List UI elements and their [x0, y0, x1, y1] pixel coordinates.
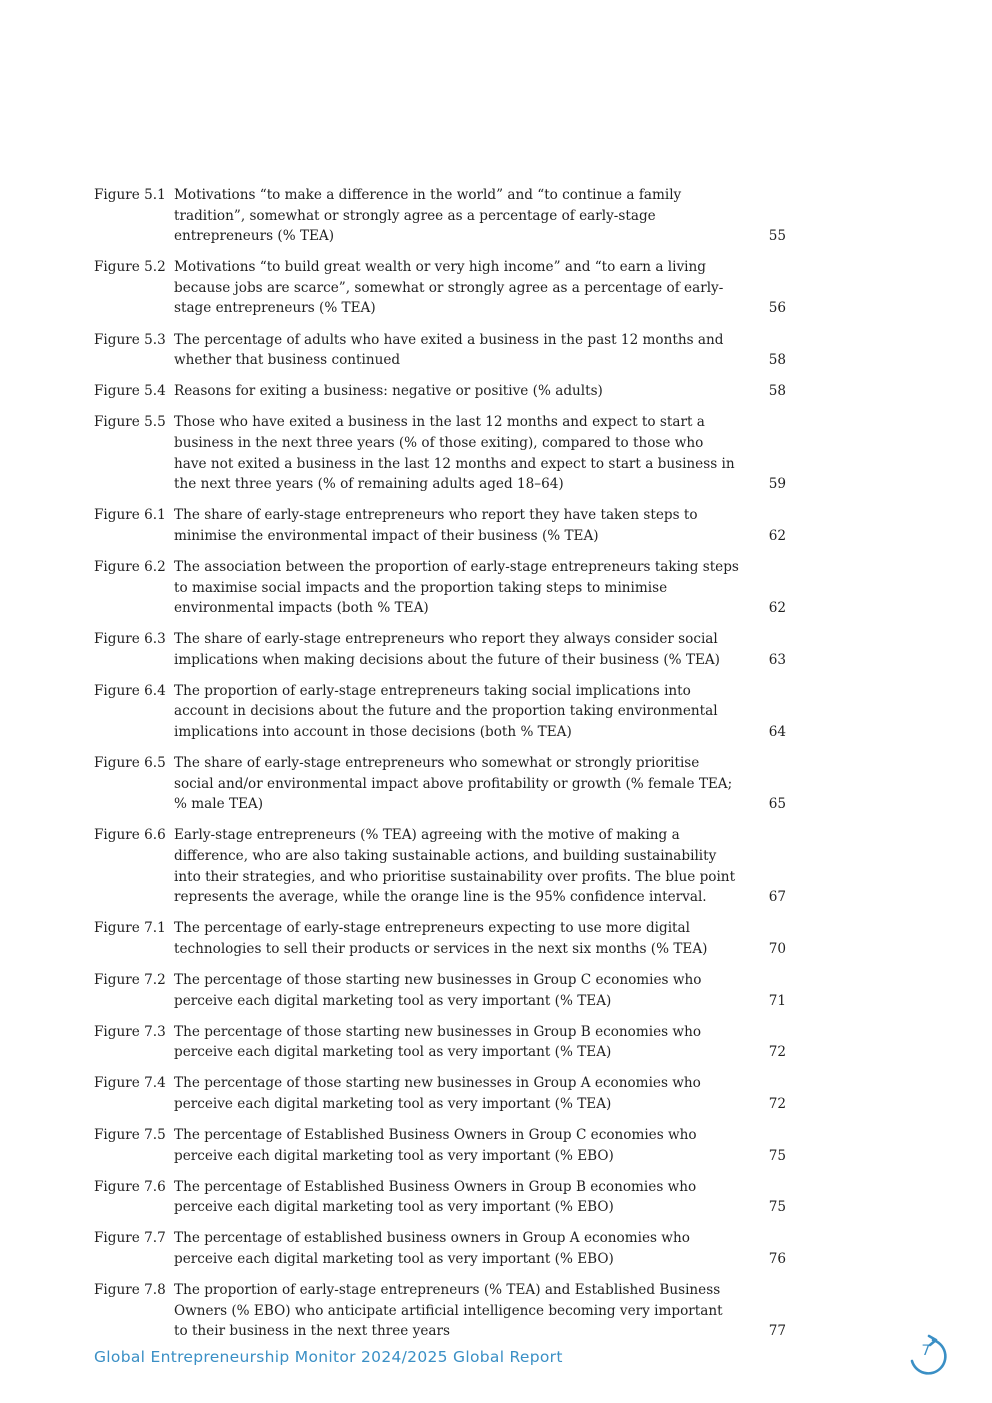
toc-entry[interactable] — [94, 185, 794, 247]
page-reference: 72 — [768, 1044, 786, 1061]
figure-caption: The share of early-stage entrepreneurs who somewhat or strongly prioritise social and/or environmental impact above profitability or growth (% female TEA; % male TEA) — [174, 755, 733, 813]
figure-caption: The percentage of those starting new businesses in Group B economies who perceive each digital marketing tool as very important (% TEA) — [174, 1023, 702, 1061]
page-reference: 62 — [768, 600, 786, 617]
footer-report-title: Global Entrepreneurship Monitor 2024/2025 Global Report — [94, 1348, 563, 1366]
toc-entry[interactable] — [94, 753, 794, 815]
page-reference: 64 — [768, 724, 786, 741]
toc-entry[interactable] — [94, 1073, 794, 1114]
toc-entry[interactable] — [94, 330, 794, 371]
figure-number: Figure 7.4 — [94, 1075, 166, 1092]
figure-number: Figure 7.3 — [94, 1023, 166, 1040]
figure-number: Figure 6.4 — [94, 682, 166, 699]
toc-entry[interactable] — [94, 970, 794, 1011]
toc-entry[interactable] — [94, 918, 794, 959]
figure-caption: The percentage of Established Business Owners in Group C economies who perceive each digital marketing tool as very important (% EBO) — [174, 1127, 697, 1164]
page-reference: 71 — [768, 992, 786, 1009]
figure-number: Figure 5.1 — [94, 187, 166, 203]
page-reference: 75 — [768, 1147, 786, 1164]
figure-number: Figure 5.3 — [94, 331, 166, 348]
figure-caption: The proportion of early-stage entrepreneurs taking social implications into account in decisions about the future and the proportion taking environmental implications into account in those decisions (both % TEA) — [174, 682, 718, 741]
figure-caption: Motivations “to build great wealth or very high income” and “to earn a living because jobs are scarce”, somewhat or strongly agree as a percentage of early-stage entrepreneurs (% TEA) — [174, 259, 724, 317]
page-reference: 77 — [768, 1323, 786, 1340]
figure-caption: The percentage of established business owners in Group A economies who perceive each digital marketing tool as very important (% EBO) — [174, 1230, 690, 1268]
toc-entry[interactable] — [94, 681, 794, 743]
list-of-figures — [94, 185, 794, 1352]
figure-caption: The share of early-stage entrepreneurs who report they have taken steps to minimise the environmental impact of their business (% TEA) — [174, 507, 698, 544]
toc-entry[interactable] — [94, 1228, 794, 1269]
page-reference: 58 — [768, 383, 786, 400]
toc-entry[interactable] — [94, 1125, 794, 1166]
page-reference: 67 — [768, 889, 786, 906]
figure-number: Figure 7.5 — [94, 1127, 166, 1144]
page-reference: 72 — [768, 1095, 786, 1112]
toc-entry[interactable] — [94, 825, 794, 907]
page-reference: 59 — [768, 476, 786, 493]
figure-number: Figure 6.3 — [94, 631, 166, 648]
figure-caption: The percentage of those starting new businesses in Group A economies who perceive each digital marketing tool as very important (% TEA) — [174, 1075, 701, 1112]
figure-number: Figure 5.2 — [94, 259, 166, 276]
page-reference: 56 — [768, 300, 786, 317]
toc-entry[interactable] — [94, 381, 794, 402]
figure-caption: Those who have exited a business in the last 12 months and expect to start a business in the next three years (% of those exiting), compared to those who have not exited a business in the last 12 months and expect to start a business in the next three years (% of remaining adults aged 18–64) — [174, 414, 735, 493]
page-number: 7 — [921, 1343, 931, 1359]
figure-number: Figure 7.2 — [94, 972, 166, 988]
figure-caption: Early-stage entrepreneurs (% TEA) agreeing with the motive of making a difference, who are also taking sustainable actions, and building sustainability into their strategies, and who prioritise sustainability over profits. The blue point represents the average, while the orange line is the 95% confidence interval. — [174, 827, 736, 906]
figure-number: Figure 7.6 — [94, 1178, 166, 1195]
toc-entry[interactable] — [94, 1177, 794, 1218]
figure-number: Figure 6.5 — [94, 755, 166, 772]
figure-number: Figure 6.6 — [94, 827, 166, 844]
figure-number: Figure 6.1 — [94, 507, 166, 524]
figure-number: Figure 5.4 — [94, 383, 166, 400]
page-reference: 65 — [768, 796, 786, 813]
figure-caption: The proportion of early-stage entrepreneurs (% TEA) and Established Business Owners (% EBO) who anticipate artificial intelligence becoming very important to their business in the next three years — [174, 1282, 723, 1340]
page-reference: 63 — [768, 651, 786, 668]
figure-number: Figure 7.1 — [94, 920, 166, 937]
page-reference: 76 — [768, 1251, 786, 1268]
figure-number: Figure 5.5 — [94, 414, 166, 431]
toc-entry[interactable] — [94, 1022, 794, 1063]
page-reference: 62 — [768, 527, 786, 544]
toc-entry[interactable] — [94, 1280, 794, 1342]
page-reference: 58 — [768, 352, 786, 369]
figure-caption: The percentage of Established Business Owners in Group B economies who perceive each digital marketing tool as very important (% EBO) — [174, 1178, 697, 1216]
page-reference: 75 — [768, 1199, 786, 1216]
toc-entry[interactable] — [94, 505, 794, 546]
page-reference: 70 — [768, 940, 786, 957]
figure-caption: Motivations “to make a difference in the world” and “to continue a family tradition”, somewhat or strongly agree as a percentage of early-stage entrepreneurs (% TEA) — [174, 187, 682, 245]
page-number-badge — [906, 1334, 950, 1378]
figure-number: Figure 6.2 — [94, 558, 166, 575]
page-reference: 55 — [768, 228, 786, 245]
figure-caption: The share of early-stage entrepreneurs who report they always consider social implications when making decisions about the future of their business (% TEA) — [174, 631, 720, 668]
figure-caption: The percentage of adults who have exited a business in the past 12 months and whether that business continued — [174, 331, 724, 369]
figure-number: Figure 7.7 — [94, 1230, 166, 1247]
figure-caption: The percentage of those starting new businesses in Group C economies who perceive each digital marketing tool as very important (% TEA) — [174, 972, 702, 1009]
figure-caption: Reasons for exiting a business: negative or positive (% adults) — [174, 383, 603, 400]
toc-entry[interactable] — [94, 412, 794, 494]
figure-number: Figure 7.8 — [94, 1282, 166, 1299]
toc-entry[interactable] — [94, 629, 794, 670]
toc-entry[interactable] — [94, 257, 794, 319]
toc-entry[interactable] — [94, 557, 794, 619]
figure-caption: The percentage of early-stage entrepreneurs expecting to use more digital technologies to sell their products or services in the next six months (% TEA) — [174, 920, 708, 957]
figure-caption: The association between the proportion of early-stage entrepreneurs taking steps to maximise social impacts and the proportion taking steps to minimise environmental impacts (both % TEA) — [174, 558, 739, 617]
